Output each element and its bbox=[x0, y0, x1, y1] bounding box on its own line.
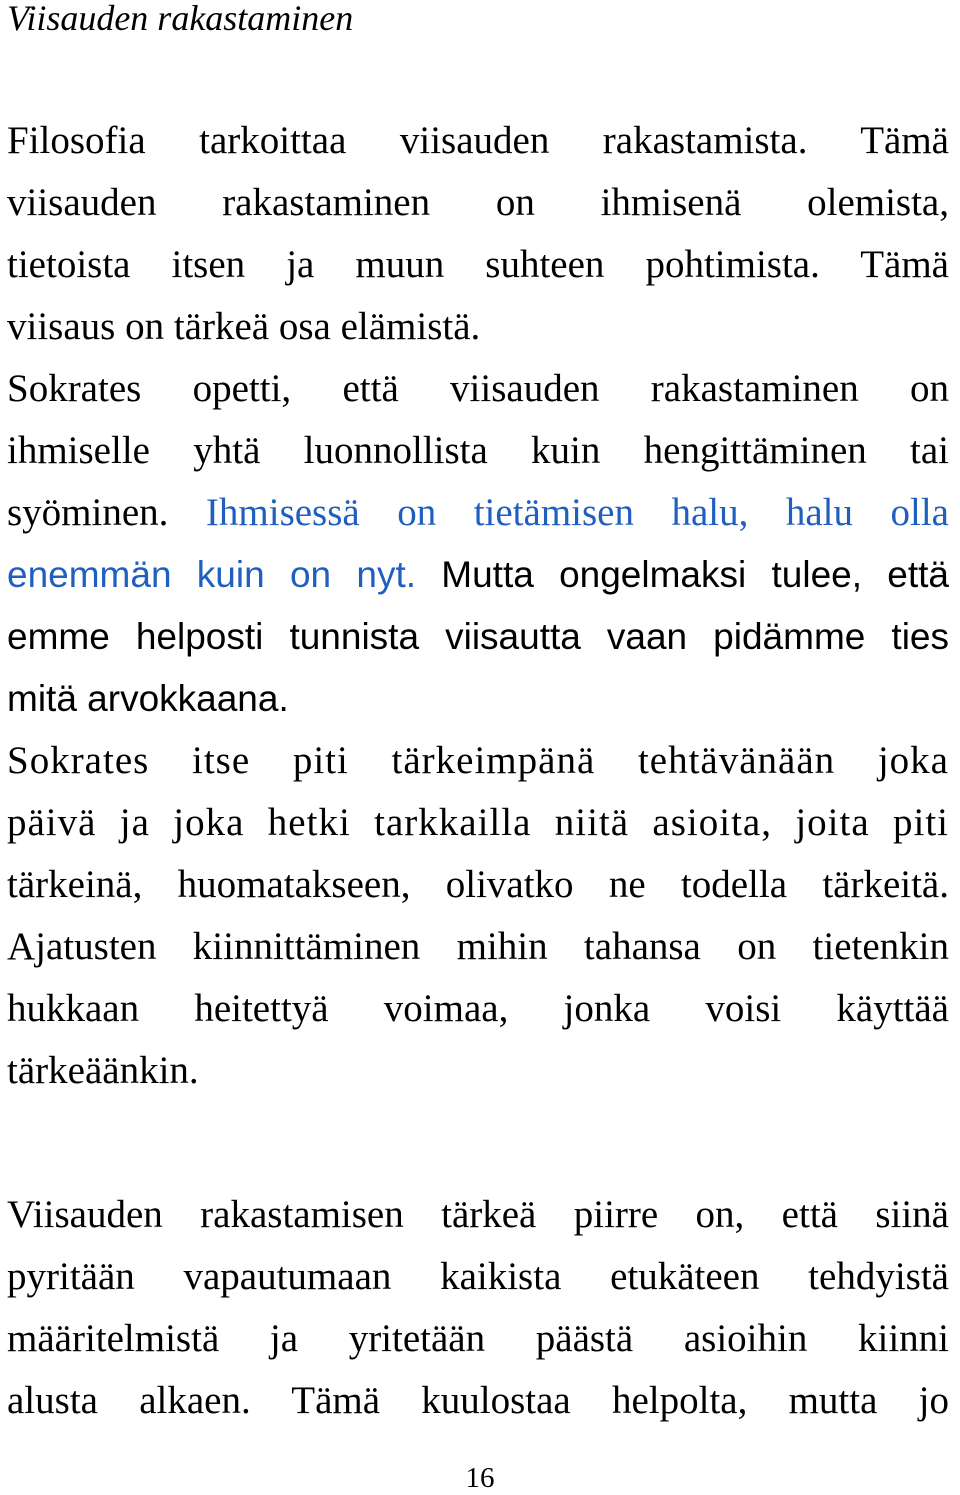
text-line: päivä ja joka hetki tarkkailla niitä asioita, joita piti bbox=[7, 801, 949, 844]
text-line: Viisauden rakastamisen tärkeä piirre on, että siinä bbox=[7, 1193, 949, 1236]
text-line: tärkeäänkin. bbox=[7, 1049, 199, 1092]
text-segment: syöminen. bbox=[7, 491, 206, 534]
text-line: Filosofia tarkoittaa viisauden rakastamista. Tämä bbox=[7, 119, 949, 162]
text-line-mixed bbox=[7, 544, 949, 606]
text-line: Ajatusten kiinnittäminen mihin tahansa on tietenkin bbox=[7, 925, 949, 968]
text-line: viisaus on tärkeä osa elämistä. bbox=[7, 305, 481, 348]
paragraph-1 bbox=[7, 110, 949, 1102]
text-line: tärkeinä, huomatakseen, olivatko ne todella tärkeitä. bbox=[7, 863, 949, 906]
highlighted-text-segment: Ihmisessä on tietämisen halu, halu olla bbox=[205, 491, 949, 534]
text-line: Sokrates opetti, että viisauden rakastaminen on bbox=[7, 367, 949, 410]
text-line: mitä arvokkaana. bbox=[7, 678, 289, 719]
text-line: tietoista itsen ja muun suhteen pohtimista. Tämä bbox=[7, 243, 949, 286]
paragraph-2 bbox=[7, 1184, 949, 1432]
text-line: hukkaan heitettyä voimaa, jonka voisi käyttää bbox=[7, 987, 949, 1030]
page-title: Viisauden rakastaminen bbox=[7, 0, 354, 38]
text-line: alusta alkaen. Tämä kuulostaa helpolta, mutta jo bbox=[7, 1379, 949, 1422]
text-segment: Mutta ongelmaksi tulee, että bbox=[416, 554, 949, 595]
highlighted-text-segment: enemmän kuin on nyt. bbox=[7, 554, 416, 595]
text-line: Sokrates itse piti tärkeimpänä tehtävänään joka bbox=[7, 739, 949, 782]
text-line: viisauden rakastaminen on ihmisenä olemista, bbox=[7, 181, 949, 224]
page-number: 16 bbox=[465, 1462, 495, 1494]
text-line: pyritään vapautumaan kaikista etukäteen tehdyistä bbox=[7, 1255, 949, 1298]
text-line: määritelmistä ja yritetään päästä asioihin kiinni bbox=[7, 1317, 949, 1360]
text-line-mixed bbox=[7, 482, 949, 544]
text-line: ihmiselle yhtä luonnollista kuin hengittäminen tai bbox=[7, 429, 949, 472]
text-line: emme helposti tunnista viisautta vaan pidämme ties bbox=[7, 616, 949, 657]
